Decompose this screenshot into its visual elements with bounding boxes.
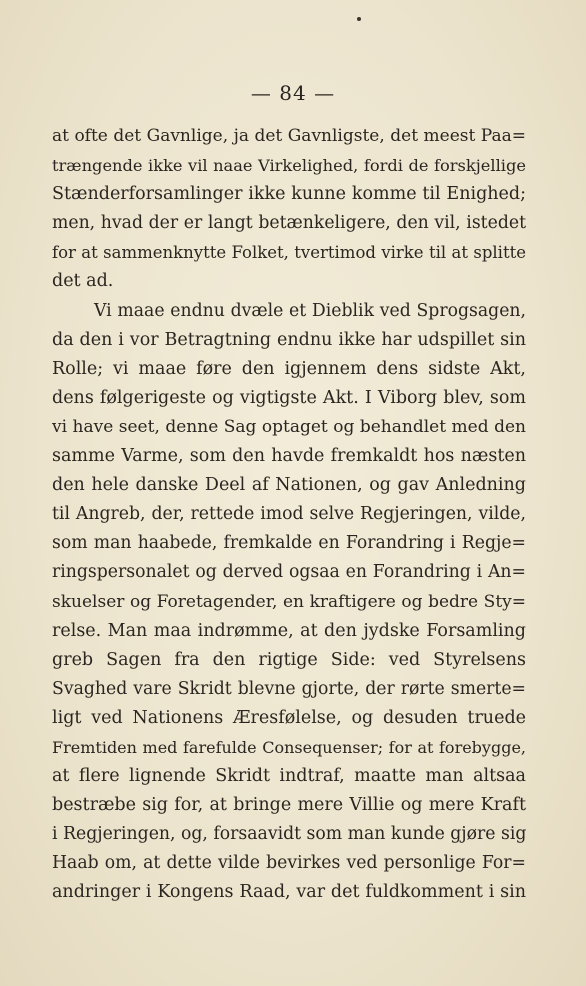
text-line: men, hvad der er langt betænkeligere, den vil, istedet [52,213,526,234]
body-text [52,122,526,908]
text-line: ringspersonalet og derved ogsaa en Forandring i An= [52,562,526,583]
text-line: Svaghed vare Skridt blevne gjorte, der rørte smerte= [52,678,526,699]
text-line: da den i vor Betragtning endnu ikke har udspillet sin [52,329,526,350]
text-line: den hele danske Deel af Nationen, og gav Anledning [52,475,526,496]
text-line: skuelser og Foretagender, en kraftigere og bedre Sty= [52,591,526,612]
text-line: i Regjeringen, og, forsaavidt som man kunde gjøre sig [52,824,526,845]
text-line: ligt ved Nationens Æresfølelse, og desuden truede [52,707,526,728]
text-line: Fremtiden med farefulde Consequenser; for at forebygge, [52,737,526,757]
text-line: til Angreb, der, rettede imod selve Regjeringen, vilde, [52,504,526,525]
text-line: Stænderforsamlinger ikke kunne komme til Enighed; [52,184,526,205]
ink-speck [357,17,361,21]
text-line: Rolle; vi maae føre den igjennem dens sidste Akt, [52,358,526,379]
text-line: relse. Man maa indrømme, at den jydske Forsamling [52,620,526,641]
page-number: — 84 — [250,81,336,105]
text-line: trængende ikke vil naae Virkelighed, fordi de forskjellige [52,156,526,176]
text-line: bestræbe sig for, at bringe mere Villie og mere Kraft [52,795,526,816]
text-line: Vi maae endnu dvæle et Dieblik ved Sprogsagen, [94,300,526,321]
text-line: greb Sagen fra den rigtige Side: ved Styrelsens [52,649,526,670]
text-line: at flere lignende Skridt indtraf, maatte man altsaa [52,766,526,787]
text-line: dens følgerigeste og vigtigste Akt. I Viborg blev, som [52,387,526,408]
text-line: vi have seet, denne Sag optaget og behandlet med den [52,416,526,437]
text-line: Haab om, at dette vilde bevirkes ved personlige For= [52,853,526,874]
text-line: for at sammenknytte Folket, tvertimod virke til at splitte [52,243,526,263]
text-line: samme Varme, som den havde fremkaldt hos næsten [52,446,526,467]
text-line: det ad. [52,271,114,292]
text-line: som man haabede, fremkalde en Forandring i Regje= [52,533,526,554]
text-line: andringer i Kongens Raad, var det fuldkomment i sin [52,882,526,903]
text-line: at ofte det Gavnlige, ja det Gavnligste, det meest Paa= [52,126,526,146]
